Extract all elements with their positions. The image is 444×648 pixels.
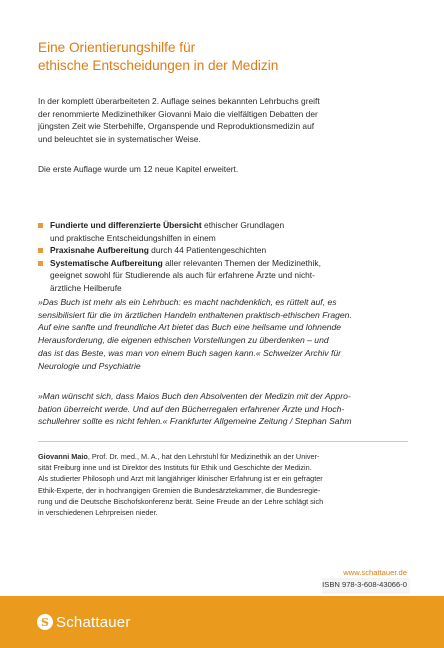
quote-line: sensibilisiert für die im ärztlichen Handeln enthaltenen praktisch-ethischen Fragen.	[38, 309, 352, 320]
quote-line: das ist das Beste, was man von einem Buch sagen kann.« Schweizer Archiv für	[38, 347, 342, 358]
quote-line: Herausforderung, die eigenen ethischen Vorstellungen zu überdenken – und	[38, 335, 329, 346]
quote-line: »Man wünscht sich, dass Maios Buch den Absolventen der Medizin mit der Appro-	[38, 391, 351, 401]
quote-line: »Das Buch ist mehr als ein Lehrbuch: es macht nachdenklich, es rüttelt auf, es	[38, 297, 337, 307]
bullet-text: durch 44 Patientengeschichten	[148, 245, 267, 256]
bullet-text: ethischer Grundlagen	[201, 220, 285, 230]
square-bullet-icon	[38, 248, 43, 253]
expansion-note	[38, 163, 420, 176]
bullet-item	[38, 244, 428, 257]
isbn-number: ISBN 978-3-608-43066-0	[322, 580, 407, 589]
publisher-name: Schattauer	[56, 613, 131, 631]
review-quote-1	[38, 296, 428, 372]
intro-line: jüngsten Zeit wie Sterbehilfe, Organspende und Reproduktionsmedizin auf	[38, 121, 315, 132]
bio-line: rung und die Deutsche Bischofskonferenz berät. Seine Freude an der Lehre schlägt sich	[38, 496, 324, 506]
schattauer-logo-icon: S	[37, 614, 53, 630]
bio-line: in verschiedenen Lehrpreisen nieder.	[38, 508, 158, 518]
back-cover-headline	[38, 39, 418, 75]
headline-line-1: Eine Orientierungshilfe für	[38, 40, 196, 55]
quote-line: Neurologie und Psychiatrie	[38, 360, 141, 371]
review-quote-2	[38, 390, 428, 428]
bio-line: sität Freiburg inne und ist Direktor des Instituts für Ethik und Geschichte der Medizin.	[38, 463, 312, 473]
intro-paragraph	[38, 95, 420, 145]
quote-line: Auf eine sanfte und freundliche Art bietet das Buch eine heilsame und lohnende	[38, 322, 342, 333]
bullet-item	[38, 219, 428, 244]
publisher-logo	[37, 613, 131, 631]
intro-line: der renommierte Medizinethiker Giovanni Maio die vielfältigen Debatten der	[38, 108, 318, 119]
divider	[38, 441, 408, 442]
headline-line-2: ethische Entscheidungen in der Medizin	[38, 58, 279, 73]
bullet-continuation: und praktische Entscheidungshilfen in einem	[50, 232, 216, 243]
publisher-footer-bar	[0, 596, 444, 648]
square-bullet-icon	[38, 261, 43, 266]
author-bio	[38, 451, 418, 518]
publisher-website: www.schattauer.de	[343, 568, 407, 577]
bio-line: Als studierter Philosoph und Arzt mit langjähriger klinischer Erfahrung ist er ein gefragter	[38, 474, 323, 484]
bullet-continuation: ärztliche Heilberufe	[50, 282, 122, 293]
bullet-item	[38, 257, 428, 295]
expansion-note-text: Die erste Auflage wurde um 12 neue Kapitel erweitert.	[38, 164, 239, 174]
quote-line: schullehrer sollte es nicht fehlen.« Frankfurter Allgemeine Zeitung / Stephan Sahm	[38, 416, 352, 427]
bio-text: , Prof. Dr. med., M. A., hat den Lehrstuhl für Medizinethik an der Univer-	[87, 452, 320, 461]
square-bullet-icon	[38, 223, 43, 228]
bullet-bold: Praxisnahe Aufbereitung	[50, 245, 149, 256]
feature-bullet-list	[38, 219, 428, 295]
bullet-bold: Systematische Aufbereitung	[50, 257, 163, 268]
author-name: Giovanni Maio	[38, 452, 88, 461]
bullet-continuation: geeignet sowohl für Studierende als auch für erfahrene Ärzte und nicht-	[50, 270, 315, 281]
intro-line: In der komplett überarbeiteten 2. Auflage seines bekannten Lehrbuchs greift	[38, 96, 320, 106]
bullet-bold: Fundierte und differenzierte Übersicht	[50, 220, 202, 230]
bio-line: Ethik-Experte, der in hochrangigen Gremien die Bundesärztekammer, die Bundesregie-	[38, 485, 321, 495]
bullet-text: aller relevanten Themen der Medizinethik,	[162, 257, 321, 268]
intro-line: und beleuchtet sie in systematischer Weise.	[38, 133, 201, 144]
quote-line: bation überreicht werde. Und auf den Bücherregalen erfahrener Ärzte und Hoch-	[38, 403, 345, 414]
